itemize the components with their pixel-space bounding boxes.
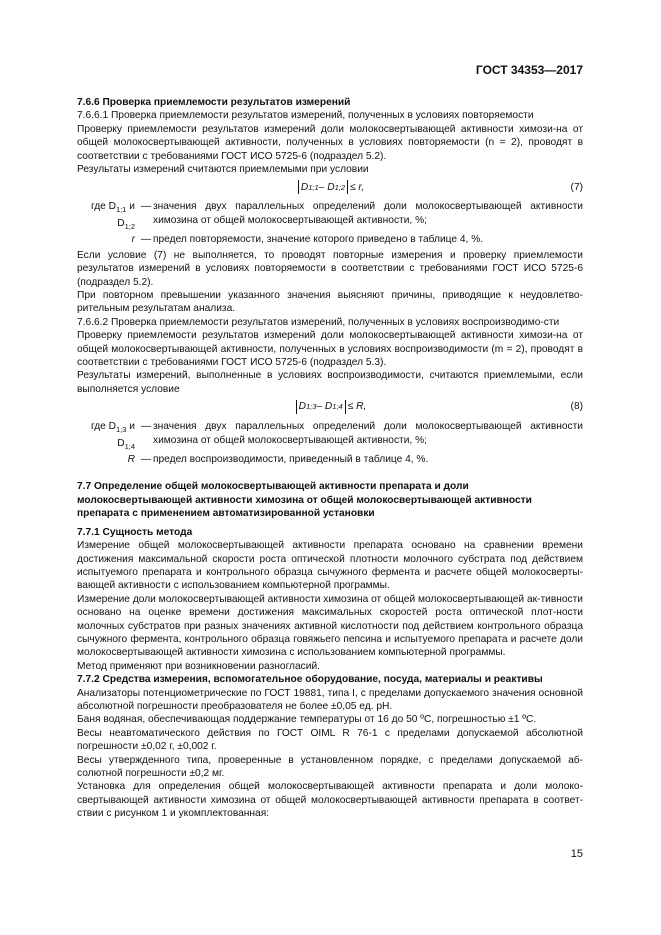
page-number: 15 [570,848,583,860]
where-text: значения двух параллельных определений доли молокосвертывающей активности химозина от общей молокосвертывающей активности, %; [153,421,583,446]
paragraph: Весы неавтоматического действия по ГОСТ OIML R 76-1 с пределами допускаемой абсолютной погрешности ±0,02 г, ±0,002 г. [77,727,583,753]
paragraph: Измерение доли молокосвертывающей активности химозина от общей молокосвертывающей ак-тивности основано на оценке времени достижения максимальных скоростей роста оптической плот-ности молочных субстратов при разных значениях активной кислотности под действием контрольного образца сычужного фермента, контрольного образца говяжьего пепсина и испытуемого препарата и расчете доли молокосвертывающей активности химозина с использованием компьютерной программы. [77,593,583,659]
dash: — [140,234,152,246]
paragraph: Результаты измерений считаются приемлемыми при условии [77,164,369,176]
paragraph: Результаты измерений, выполненные в условиях воспроизводимости, считаются приемлемыми, если выполняется условие [77,370,583,395]
paragraph: Установка для определения общей молокосвертывающей активности препарата и доли молоко-свертывающей активности химозина от общей молокосвертывающей активности препарата в соответ-ствии с рисунком 1 и укомплектованная: [77,781,583,820]
where-label: R [127,454,135,466]
paragraph: Если условие (7) не выполняется, то проводят повторные измерения и проверку приемлемости результатов измерений в условиях повторяемости в соответствии с требованиями ГОСТ ИСО 5725-6 (подраздел 5.2). [77,249,583,288]
paragraph: Измерение общей молокосвертывающей активности препарата основано на сравнении времени достижения максимальной скорости роста оптической плотности молочного субстрата под действием испытуемого препарата и контрольного образца сычужного фермента и расчете общей молокосверты-вающей активности с использованием компьютерной программы. [77,540,583,592]
formula-rhs: ≤ R, [347,401,367,413]
paragraph: Проверку приемлемости результатов измерений доли молокосвертывающей активности химози-на от общей молокосвертывающей активности, полученных в условиях повторяемости (n = 2), проводят в соответствии с требованиями ГОСТ ИСО 5725-6 (подраздел 5.2). [77,123,583,162]
formula-number: (7) [570,181,583,193]
formula-var: D [298,401,306,413]
formula-sub: 1;4 [332,402,343,412]
formula-7 [77,176,583,198]
dash: — [140,421,152,433]
where-block [77,200,583,246]
paragraph: 7.6.6.1 Проверка приемлемости результатов измерений, полученных в условиях повторяемости [77,110,534,122]
formula-number: (8) [570,401,583,413]
where-label: где $D_{1;3}$ и $D_{1;4}$ [90,421,135,451]
where-label: r [131,234,135,246]
paragraph: 7.6.6.2 Проверка приемлемости результатов измерений, полученных в условиях воспроизводимо-сти [77,316,560,328]
paragraph: Весы утвержденного типа, проверенные в установленном порядке, с пределами допускаемой аб-солютной погрешности ±0,2 мг. [77,754,583,779]
where-text: предел воспроизводимости, приведенный в таблице 4, %. [153,454,429,466]
where-label: где $D_{1;1}$ и $D_{1;2}$ [90,201,135,231]
where-text: предел повторяемости, значение которого приведено в таблице 4, %. [153,234,484,246]
paragraph: Баня водяная, обеспечивающая поддержание температуры от 16 до 50 ºС, погрешностью ±1 ºС. [77,714,537,726]
subsection-heading-7-7-2: 7.7.2 Средства измерения, вспомогательное оборудование, посуда, материалы и реактивы [77,674,543,686]
paragraph: Метод применяют при возникновении разногласий. [77,660,320,672]
formula-sub: 1;2 [334,182,345,192]
formula-rhs: ≤ r, [350,181,365,193]
section-heading-7-7: 7.7 Определение общей молокосвертывающей активности препарата и доли молокосвертывающей активности химозина от общей молокосвертывающей активности препарата с применением автоматизированной установки [77,481,532,520]
dash: — [140,201,152,213]
formula-var: D [300,181,309,193]
paragraph: При повторном превышении указанного значения выясняют причины, приводящие к неудовлетво-рительным результатам анализа. [77,289,583,315]
document-body [77,96,583,821]
formula-sub: 1;3 [306,402,317,412]
formula-op: – D [318,181,335,193]
where-text: значения двух параллельных определений доли молокосвертывающей активности химозина от общей молокосвертывающей активности, %; [153,201,583,226]
subsection-heading-7-7-1: 7.7.1 Сущность метода [77,526,193,538]
formula-sub: 1;1 [308,182,319,192]
dash: — [140,454,152,466]
document-id: ГОСТ 34353—2017 [475,63,583,77]
paragraph: Анализаторы потенциометрические по ГОСТ 19881, типа I, с пределами допускаемого значения основной абсолютной погрешности преобразователя не более ±0,05 ед. pH. [77,687,583,712]
where-block [77,420,583,466]
formula-8 [77,396,583,418]
paragraph: Проверку приемлемости результатов измерений доли молокосвертывающей активности химози-на от общей молокосвертывающей активности, полученных в условиях воспроизводимости (m = 2), проводят в соответствии с требованиями ГОСТ ИСО 5725-6 (подраздел 5.3). [77,330,583,368]
formula-op: – D [316,401,333,413]
section-heading-7-6-6: 7.6.6 Проверка приемлемости результатов измерений [77,97,351,108]
